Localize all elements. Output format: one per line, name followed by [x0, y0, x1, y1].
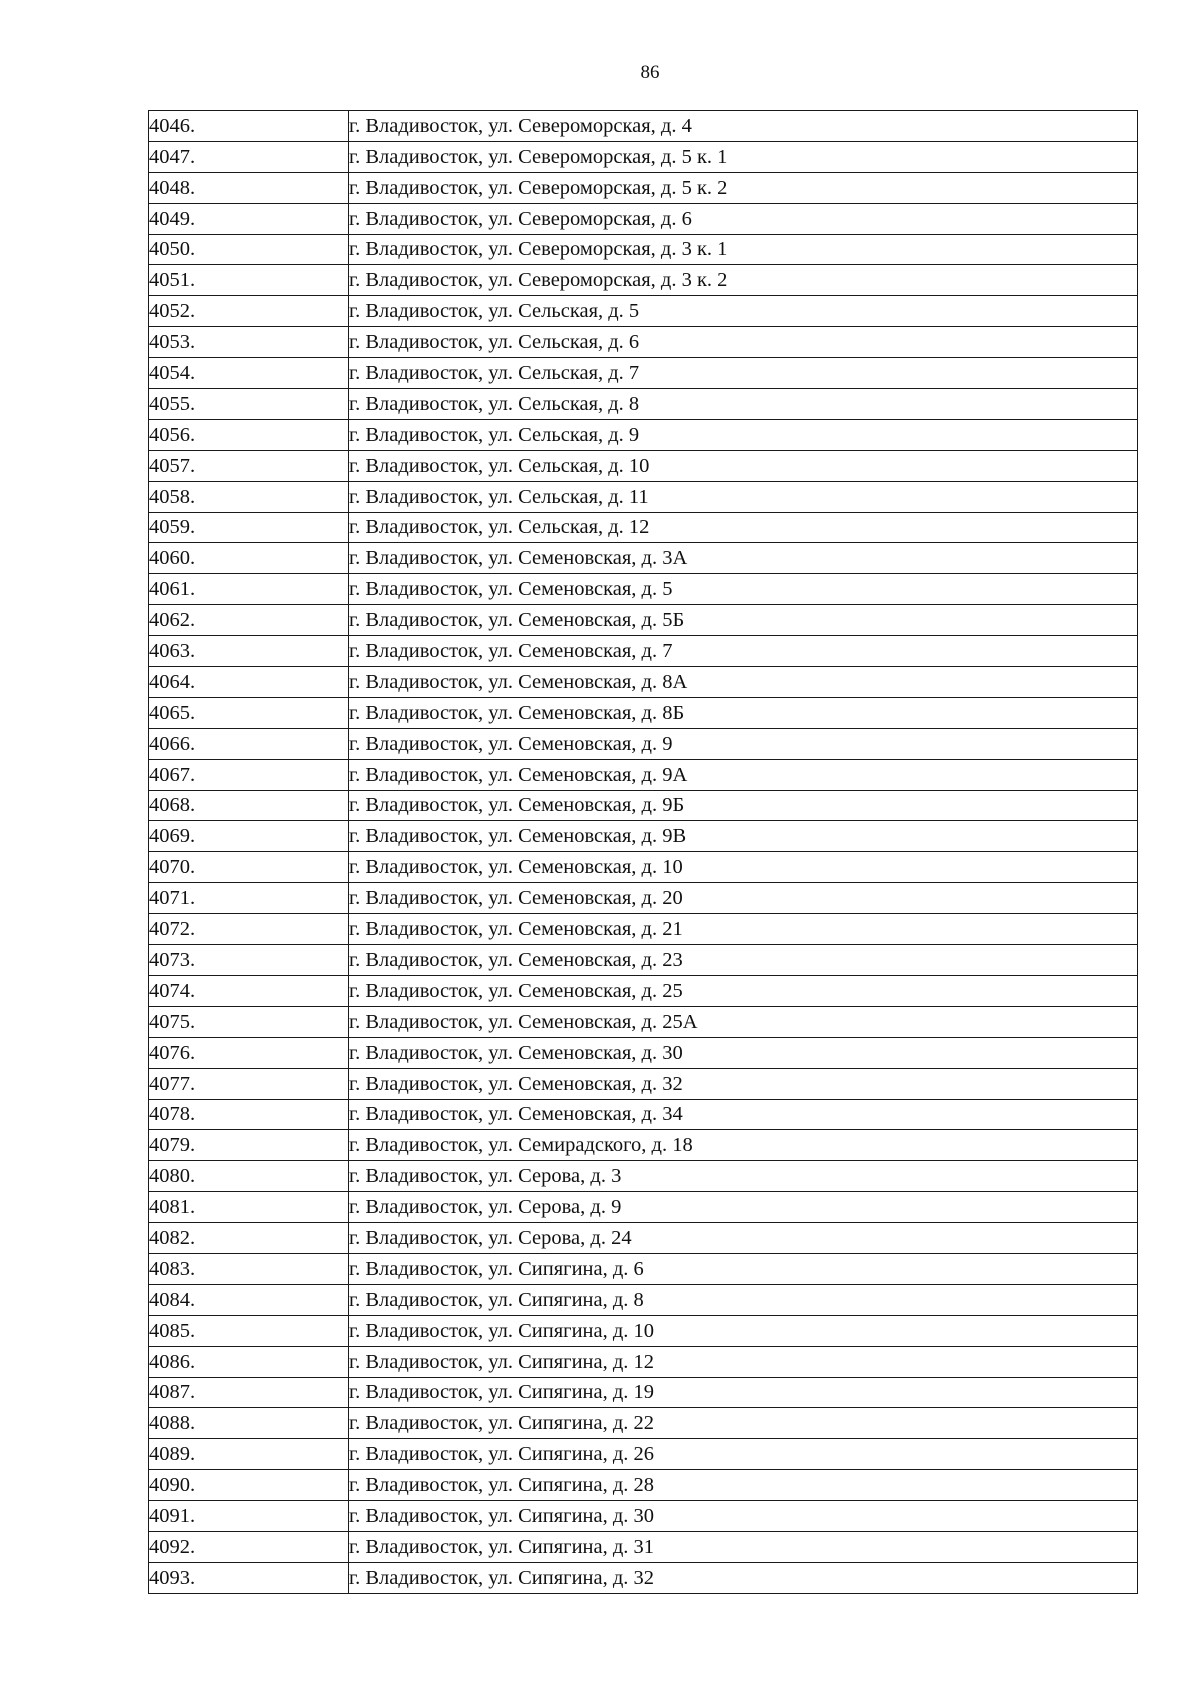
row-number: 4046.	[149, 111, 349, 142]
table-row	[149, 141, 1138, 172]
row-address: г. Владивосток, ул. Семеновская, д. 20	[349, 883, 1138, 914]
table-row	[149, 975, 1138, 1006]
table-row	[149, 450, 1138, 481]
row-address: г. Владивосток, ул. Североморская, д. 3 к. 2	[349, 265, 1138, 296]
row-number: 4071.	[149, 883, 349, 914]
row-number: 4075.	[149, 1006, 349, 1037]
table-row	[149, 1130, 1138, 1161]
row-address: г. Владивосток, ул. Сельская, д. 12	[349, 512, 1138, 543]
row-address: г. Владивосток, ул. Сипягина, д. 10	[349, 1315, 1138, 1346]
table-row	[149, 327, 1138, 358]
row-number: 4079.	[149, 1130, 349, 1161]
row-address: г. Владивосток, ул. Семеновская, д. 7	[349, 636, 1138, 667]
row-address: г. Владивосток, ул. Семеновская, д. 10	[349, 852, 1138, 883]
table-row	[149, 1192, 1138, 1223]
row-address: г. Владивосток, ул. Семеновская, д. 32	[349, 1068, 1138, 1099]
table-row	[149, 636, 1138, 667]
table-row	[149, 1377, 1138, 1408]
table-row	[149, 945, 1138, 976]
row-number: 4069.	[149, 821, 349, 852]
table-row	[149, 1006, 1138, 1037]
table-row	[149, 1253, 1138, 1284]
row-address: г. Владивосток, ул. Североморская, д. 5 к. 2	[349, 172, 1138, 203]
row-address: г. Владивосток, ул. Семеновская, д. 8А	[349, 667, 1138, 698]
table-row	[149, 852, 1138, 883]
row-number: 4068.	[149, 790, 349, 821]
row-number: 4093.	[149, 1562, 349, 1593]
row-address: г. Владивосток, ул. Сипягина, д. 22	[349, 1408, 1138, 1439]
table-row	[149, 1562, 1138, 1593]
row-number: 4059.	[149, 512, 349, 543]
table-row	[149, 914, 1138, 945]
row-address: г. Владивосток, ул. Семеновская, д. 5Б	[349, 605, 1138, 636]
row-number: 4081.	[149, 1192, 349, 1223]
table-row	[149, 883, 1138, 914]
row-number: 4064.	[149, 667, 349, 698]
row-number: 4076.	[149, 1037, 349, 1068]
row-address: г. Владивосток, ул. Сипягина, д. 31	[349, 1531, 1138, 1562]
row-address: г. Владивосток, ул. Семирадского, д. 18	[349, 1130, 1138, 1161]
row-number: 4091.	[149, 1501, 349, 1532]
row-address: г. Владивосток, ул. Североморская, д. 6	[349, 203, 1138, 234]
row-address: г. Владивосток, ул. Североморская, д. 5 к. 1	[349, 141, 1138, 172]
table-row	[149, 574, 1138, 605]
row-number: 4050.	[149, 234, 349, 265]
table-row	[149, 481, 1138, 512]
row-number: 4082.	[149, 1223, 349, 1254]
row-number: 4066.	[149, 728, 349, 759]
table-row	[149, 759, 1138, 790]
row-address: г. Владивосток, ул. Сельская, д. 7	[349, 358, 1138, 389]
row-number: 4084.	[149, 1284, 349, 1315]
row-address: г. Владивосток, ул. Сельская, д. 5	[349, 296, 1138, 327]
table-row	[149, 1346, 1138, 1377]
row-address: г. Владивосток, ул. Семеновская, д. 9А	[349, 759, 1138, 790]
table-row	[149, 296, 1138, 327]
table-row	[149, 1408, 1138, 1439]
row-address: г. Владивосток, ул. Семеновская, д. 3А	[349, 543, 1138, 574]
row-number: 4080.	[149, 1161, 349, 1192]
row-address: г. Владивосток, ул. Сельская, д. 6	[349, 327, 1138, 358]
table-row	[149, 1284, 1138, 1315]
table-row	[149, 358, 1138, 389]
row-address: г. Владивосток, ул. Семеновская, д. 9Б	[349, 790, 1138, 821]
row-address: г. Владивосток, ул. Серова, д. 9	[349, 1192, 1138, 1223]
row-number: 4072.	[149, 914, 349, 945]
table-row	[149, 1501, 1138, 1532]
row-address: г. Владивосток, ул. Семеновская, д. 9В	[349, 821, 1138, 852]
row-number: 4058.	[149, 481, 349, 512]
table-row	[149, 203, 1138, 234]
row-number: 4054.	[149, 358, 349, 389]
row-address: г. Владивосток, ул. Семеновская, д. 8Б	[349, 697, 1138, 728]
table-row	[149, 1037, 1138, 1068]
table-row	[149, 419, 1138, 450]
table-row	[149, 1315, 1138, 1346]
row-number: 4078.	[149, 1099, 349, 1130]
row-number: 4083.	[149, 1253, 349, 1284]
table-row	[149, 1531, 1138, 1562]
row-address: г. Владивосток, ул. Семеновская, д. 25А	[349, 1006, 1138, 1037]
row-address: г. Владивосток, ул. Сельская, д. 10	[349, 450, 1138, 481]
row-number: 4087.	[149, 1377, 349, 1408]
row-number: 4062.	[149, 605, 349, 636]
table-row	[149, 697, 1138, 728]
table-row	[149, 605, 1138, 636]
table-row	[149, 172, 1138, 203]
row-number: 4065.	[149, 697, 349, 728]
row-address: г. Владивосток, ул. Сельская, д. 11	[349, 481, 1138, 512]
row-address: г. Владивосток, ул. Семеновская, д. 23	[349, 945, 1138, 976]
row-number: 4086.	[149, 1346, 349, 1377]
row-number: 4052.	[149, 296, 349, 327]
row-address: г. Владивосток, ул. Сипягина, д. 19	[349, 1377, 1138, 1408]
table-row	[149, 1068, 1138, 1099]
row-address: г. Владивосток, ул. Североморская, д. 4	[349, 111, 1138, 142]
table-row	[149, 512, 1138, 543]
row-number: 4073.	[149, 945, 349, 976]
table-row	[149, 667, 1138, 698]
row-address: г. Владивосток, ул. Семеновская, д. 21	[349, 914, 1138, 945]
row-number: 4053.	[149, 327, 349, 358]
row-address: г. Владивосток, ул. Серова, д. 24	[349, 1223, 1138, 1254]
table-row	[149, 111, 1138, 142]
table-row	[149, 728, 1138, 759]
row-number: 4057.	[149, 450, 349, 481]
table-row	[149, 821, 1138, 852]
row-number: 4049.	[149, 203, 349, 234]
row-address: г. Владивосток, ул. Сипягина, д. 30	[349, 1501, 1138, 1532]
row-number: 4047.	[149, 141, 349, 172]
row-address: г. Владивосток, ул. Сипягина, д. 6	[349, 1253, 1138, 1284]
address-table	[148, 110, 1138, 1594]
row-address: г. Владивосток, ул. Сельская, д. 8	[349, 389, 1138, 420]
table-row	[149, 543, 1138, 574]
row-number: 4090.	[149, 1470, 349, 1501]
row-number: 4092.	[149, 1531, 349, 1562]
row-number: 4051.	[149, 265, 349, 296]
row-address: г. Владивосток, ул. Семеновская, д. 5	[349, 574, 1138, 605]
page-number: 86	[640, 62, 660, 83]
table-row	[149, 1439, 1138, 1470]
row-address: г. Владивосток, ул. Сипягина, д. 26	[349, 1439, 1138, 1470]
table-row	[149, 389, 1138, 420]
table-row	[149, 1470, 1138, 1501]
address-table-body	[149, 111, 1138, 1594]
table-row	[149, 234, 1138, 265]
row-address: г. Владивосток, ул. Сипягина, д. 32	[349, 1562, 1138, 1593]
row-address: г. Владивосток, ул. Североморская, д. 3 к. 1	[349, 234, 1138, 265]
row-number: 4048.	[149, 172, 349, 203]
row-number: 4067.	[149, 759, 349, 790]
table-row	[149, 1161, 1138, 1192]
row-number: 4060.	[149, 543, 349, 574]
row-address: г. Владивосток, ул. Сипягина, д. 12	[349, 1346, 1138, 1377]
row-address: г. Владивосток, ул. Семеновская, д. 9	[349, 728, 1138, 759]
table-row	[149, 265, 1138, 296]
row-number: 4074.	[149, 975, 349, 1006]
row-address: г. Владивосток, ул. Сипягина, д. 8	[349, 1284, 1138, 1315]
row-number: 4089.	[149, 1439, 349, 1470]
table-row	[149, 1223, 1138, 1254]
row-address: г. Владивосток, ул. Сельская, д. 9	[349, 419, 1138, 450]
row-number: 4063.	[149, 636, 349, 667]
row-number: 4088.	[149, 1408, 349, 1439]
row-number: 4056.	[149, 419, 349, 450]
row-address: г. Владивосток, ул. Серова, д. 3	[349, 1161, 1138, 1192]
row-number: 4077.	[149, 1068, 349, 1099]
row-address: г. Владивосток, ул. Семеновская, д. 34	[349, 1099, 1138, 1130]
row-number: 4070.	[149, 852, 349, 883]
row-number: 4085.	[149, 1315, 349, 1346]
row-address: г. Владивосток, ул. Семеновская, д. 30	[349, 1037, 1138, 1068]
row-address: г. Владивосток, ул. Сипягина, д. 28	[349, 1470, 1138, 1501]
row-number: 4061.	[149, 574, 349, 605]
row-address: г. Владивосток, ул. Семеновская, д. 25	[349, 975, 1138, 1006]
table-row	[149, 790, 1138, 821]
table-row	[149, 1099, 1138, 1130]
row-number: 4055.	[149, 389, 349, 420]
